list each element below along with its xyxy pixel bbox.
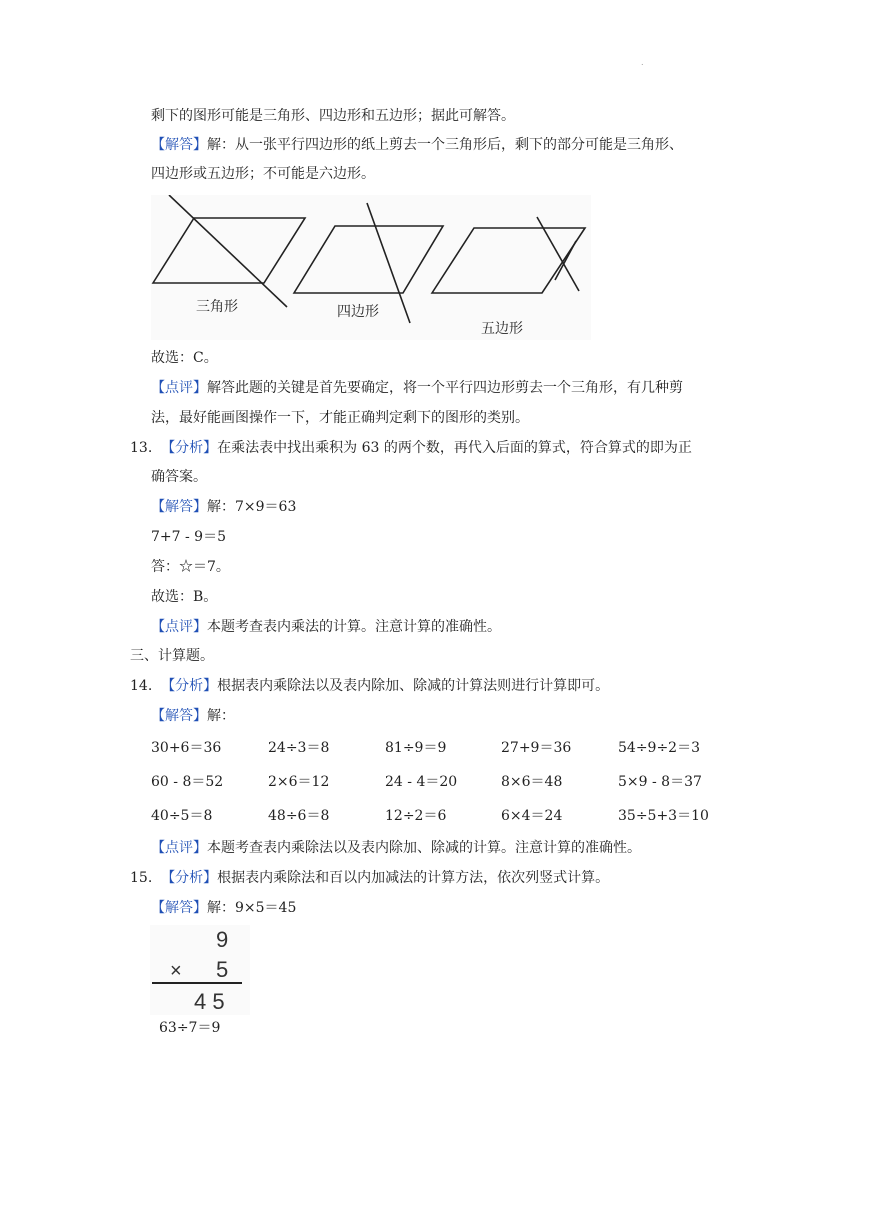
solution-tag: 【解答】 xyxy=(151,499,207,515)
q14-analysis: 14. 【分析】根据表内乘除法以及表内除加、除减的计算法则进行计算即可。 xyxy=(130,678,610,694)
q14-solution: 【解答】解： xyxy=(151,708,235,724)
q13-comment: 【点评】本题考查表内乘法的计算。注意计算的准确性。 xyxy=(151,619,501,635)
calc-cell: 35÷5+3＝10 xyxy=(618,808,709,824)
q12-solution-line2: 四边形或五边形；不可能是六边形。 xyxy=(151,166,375,182)
calc-cell: 24÷3＝8 xyxy=(268,740,330,756)
analysis-tag: 【分析】 xyxy=(161,440,218,456)
analysis-tag: 【分析】 xyxy=(161,678,218,694)
q13-analysis-line1: 13. 【分析】在乘法表中找出乘积为 63 的两个数，再代入后面的算式，符合算式的即为正 xyxy=(130,440,692,456)
calc-cell: 48÷6＝8 xyxy=(268,808,330,824)
calc-cell: 12÷2＝6 xyxy=(385,808,447,824)
comment-tag: 【点评】 xyxy=(151,380,207,396)
calc-cell: 5×9 - 8＝37 xyxy=(618,774,702,790)
calc-cell: 60 - 8＝52 xyxy=(151,774,224,790)
q15-solution: 【解答】解：9×5＝45 xyxy=(151,900,297,916)
figure-label-quadrilateral: 四边形 xyxy=(337,303,379,319)
calc-cell: 24 - 4＝20 xyxy=(385,774,458,790)
q12-comment-line1: 【点评】解答此题的关键是首先要确定，将一个平行四边形剪去一个三角形，有几种剪 xyxy=(151,380,683,396)
vertical-top-number: 9 xyxy=(216,927,229,952)
q12-solution-line1: 【解答】解：从一张平行四边形的纸上剪去一个三角形后，剩下的部分可能是三角形、 xyxy=(151,137,683,153)
q12-comment-line2: 法，最好能画图操作一下，才能正确判定剩下的图形的类别。 xyxy=(151,410,529,426)
q13-step: 7+7 - 9＝5 xyxy=(151,529,226,545)
comment-tag: 【点评】 xyxy=(151,840,207,856)
figure-label-triangle: 三角形 xyxy=(196,298,238,314)
calc-cell: 27+9＝36 xyxy=(501,740,572,756)
analysis-tag: 【分析】 xyxy=(161,870,218,886)
calc-cell: 81÷9＝9 xyxy=(385,740,447,756)
q14-comment: 【点评】本题考查表内乘除法以及表内除加、除减的计算。注意计算的准确性。 xyxy=(151,840,641,856)
vertical-multiplication xyxy=(150,925,250,1015)
section-heading: 三、计算题。 xyxy=(130,648,214,664)
q13-answer: 答：☆＝7。 xyxy=(151,559,230,575)
vertical-operator: × xyxy=(170,960,182,982)
q15-analysis: 15. 【分析】根据表内乘除法和百以内加减法的计算方法，依次列竖式计算。 xyxy=(130,870,610,886)
comment-tag: 【点评】 xyxy=(151,619,207,635)
calc-cell: 54÷9÷2＝3 xyxy=(618,740,700,756)
calc-cell: 8×6＝48 xyxy=(501,774,563,790)
calc-cell: 30+6＝36 xyxy=(151,740,222,756)
solution-tag: 【解答】 xyxy=(151,708,207,724)
q13-analysis-line2: 确答案。 xyxy=(151,469,207,485)
analysis-continued: 剩下的图形可能是三角形、四边形和五边形；据此可解答。 xyxy=(151,108,515,124)
figure-label-pentagon: 五边形 xyxy=(481,320,523,336)
calc-cell: 6×4＝24 xyxy=(501,808,563,824)
header-dot: . xyxy=(641,58,644,67)
solution-tag: 【解答】 xyxy=(151,137,207,153)
vertical-bottom-number: 5 xyxy=(216,957,229,982)
q13-solution: 【解答】解：7×9＝63 xyxy=(151,499,297,515)
q12-choice: 故选：C。 xyxy=(151,350,218,366)
solution-tag: 【解答】 xyxy=(151,900,207,916)
vertical-result: 4 5 xyxy=(194,989,225,1014)
q15-step: 63÷7＝9 xyxy=(159,1020,221,1036)
calc-cell: 2×6＝12 xyxy=(268,774,330,790)
q13-choice: 故选：B。 xyxy=(151,589,218,605)
parallelogram-cut-figure xyxy=(151,195,591,340)
calc-cell: 40÷5＝8 xyxy=(151,808,213,824)
